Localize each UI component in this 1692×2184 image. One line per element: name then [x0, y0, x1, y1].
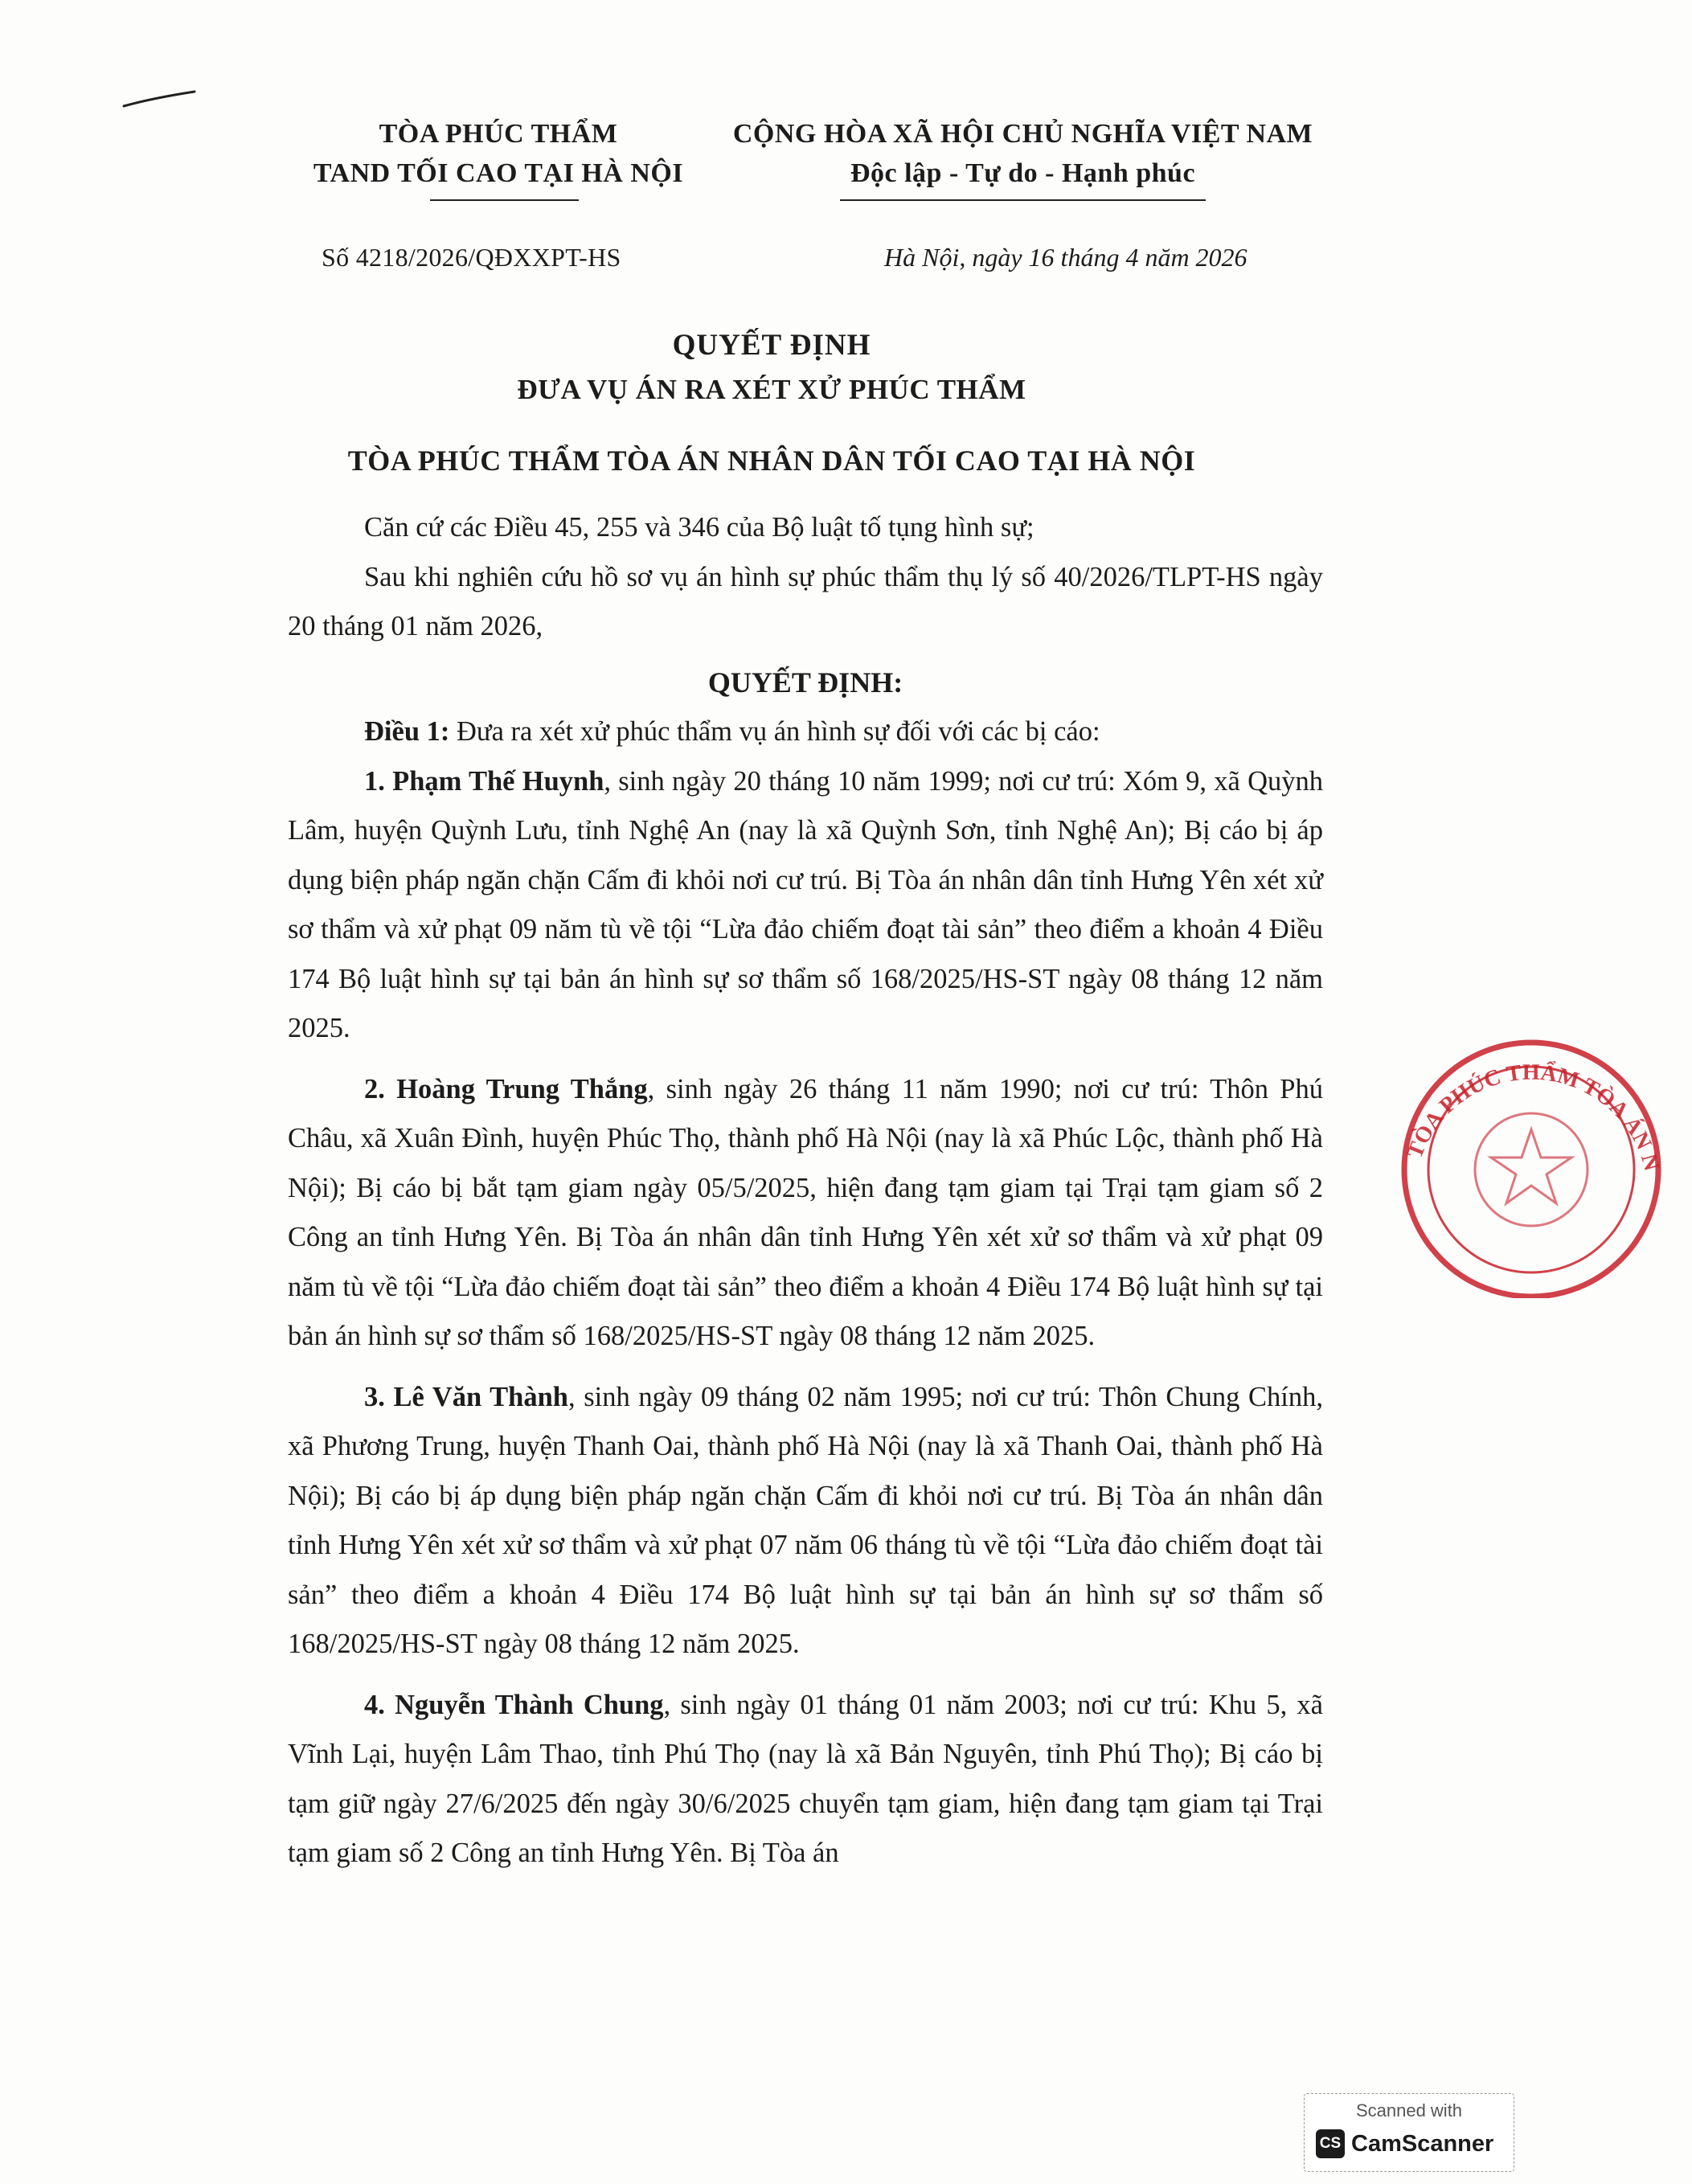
court-name-line2: TAND TỐI CAO TẠI HÀ NỘI [313, 158, 684, 188]
court-seal [1370, 1033, 1665, 1298]
motto-underline [840, 199, 1206, 201]
court-seal-graphic [1370, 1033, 1692, 1298]
decision-heading: QUYẾT ĐỊNH: [707, 666, 903, 699]
decision-number: Số 4218/2026/QĐXXPT-HS [322, 243, 621, 272]
document-subtitle: ĐƯA VỤ ÁN RA XÉT XỬ PHÚC THẨM [517, 374, 1026, 405]
svg-text:TÒA PHÚC THẨM TÒA ÁN NHÂN DÂN: TÒA PHÚC THẨM TÒA ÁN N [1402, 1059, 1665, 1174]
scanned-with-label: Scanned with [1355, 2100, 1463, 2120]
defendant-2 [288, 1065, 1323, 1362]
document-body [288, 503, 1323, 1879]
issue-date: Hà Nội, ngày 16 tháng 4 năm 2026 [884, 243, 1247, 272]
defendant-details: , sinh ngày 01 tháng 01 năm 2003; nơi cư trú: Khu 5, xã Vĩnh Lại, huyện Lâm Thao, tỉnh Phú Thọ (nay là xã Bản Nguyên, tỉnh Phú Thọ); Bị cáo bị tạm giữ ngày 27/6/2025 đến ngày 30/6/2025 chuyển tạm giam, hiện đang tạm giam tại Trại tạm giam số 2 Công an tỉnh Hưng Yên. Bị Tòa án [288, 1689, 1323, 1868]
defendant-details: , sinh ngày 09 tháng 02 năm 1995; nơi cư trú: Thôn Chung Chính, xã Phương Trung, huyện Thanh Oai, thành phố Hà Nội (nay là xã Thanh Oai, thành phố Hà Nội); Bị cáo bị áp dụng biện pháp ngăn chặn Cấm đi khỏi nơi cư trú. Bị Tòa án nhân dân tỉnh Hưng Yên xét xử sơ thẩm và xử phạt 07 năm 06 tháng tù về tội “Lừa đảo chiếm đoạt tài sản” theo điểm a khoản 4 Điều 174 Bộ luật hình sự tại bản án hình sự sơ thẩm số 168/2025/HS-ST ngày 08 tháng 12 năm 2025. [288, 1381, 1323, 1659]
document-title: QUYẾT ĐỊNH [672, 329, 871, 362]
court-full-name: TÒA PHÚC THẨM TÒA ÁN NHÂN DÂN TỐI CAO TẠI HÀ NỘI [347, 445, 1196, 477]
camscanner-logo-icon: CS [1316, 2129, 1345, 2158]
article-1-label: Điều 1: [364, 716, 450, 747]
defendant-name: 2. Hoàng Trung Thắng [364, 1073, 648, 1104]
motto: Độc lập - Tự do - Hạnh phúc [850, 158, 1196, 188]
case-reference: Sau khi nghiên cứu hồ sơ vụ án hình sự phúc thẩm thụ lý số 40/2026/TLPT-HS ngày 20 tháng 01 năm 2026, [288, 561, 1323, 641]
pen-mark [121, 80, 201, 113]
defendant-name: 3. Lê Văn Thành [364, 1381, 568, 1412]
country-name: CỘNG HÒA XÃ HỘI CHỦ NGHĨA VIỆT NAM [732, 119, 1313, 149]
court-name-underline [430, 199, 579, 201]
camscanner-badge [1304, 2093, 1514, 2172]
defendant-details: , sinh ngày 20 tháng 10 năm 1999; nơi cư trú: Xóm 9, xã Quỳnh Lâm, huyện Quỳnh Lưu, tỉnh Nghệ An (nay là xã Quỳnh Sơn, tỉnh Nghệ An); Bị cáo bị áp dụng biện pháp ngăn chặn Cấm đi khỏi nơi cư trú. Bị Tòa án nhân dân tỉnh Hưng Yên xét xử sơ thẩm và xử phạt 09 năm tù về tội “Lừa đảo chiếm đoạt tài sản” theo điểm a khoản 4 Điều 174 Bộ luật hình sự tại bản án hình sự sơ thẩm số 168/2025/HS-ST ngày 08 tháng 12 năm 2025. [288, 765, 1323, 1043]
defendant-name: 1. Phạm Thế Huynh [364, 765, 604, 797]
legal-basis: Căn cứ các Điều 45, 255 và 346 của Bộ luật tố tụng hình sự; [364, 512, 1034, 543]
article-1-text: Đưa ra xét xử phúc thẩm vụ án hình sự đối với các bị cáo: [449, 716, 1100, 747]
article-1 [288, 707, 1323, 757]
defendant-name: 4. Nguyễn Thành Chung [364, 1689, 664, 1720]
defendant-1 [288, 757, 1323, 1054]
defendant-details: , sinh ngày 26 tháng 11 năm 1990; nơi cư trú: Thôn Phú Châu, xã Xuân Đình, huyện Phúc Thọ, thành phố Hà Nội (nay là xã Phúc Lộc, thành phố Hà Nội); Bị cáo bị bắt tạm giam ngày 05/5/2025, hiện đang tạm giam tại Trại tạm giam số 2 Công an tỉnh Hưng Yên. Bị Tòa án nhân dân tỉnh Hưng Yên xét xử sơ thẩm và xử phạt 09 năm tù về tội “Lừa đảo chiếm đoạt tài sản” theo điểm a khoản 4 Điều 174 Bộ luật hình sự tại bản án hình sự sơ thẩm số 168/2025/HS-ST ngày 08 tháng 12 năm 2025. [288, 1073, 1323, 1351]
defendant-3 [288, 1373, 1323, 1670]
camscanner-brand [1316, 2129, 1493, 2158]
court-name-line1: TÒA PHÚC THẨM [379, 119, 618, 149]
defendant-4 [288, 1681, 1323, 1879]
camscanner-name: CamScanner [1351, 2130, 1494, 2157]
